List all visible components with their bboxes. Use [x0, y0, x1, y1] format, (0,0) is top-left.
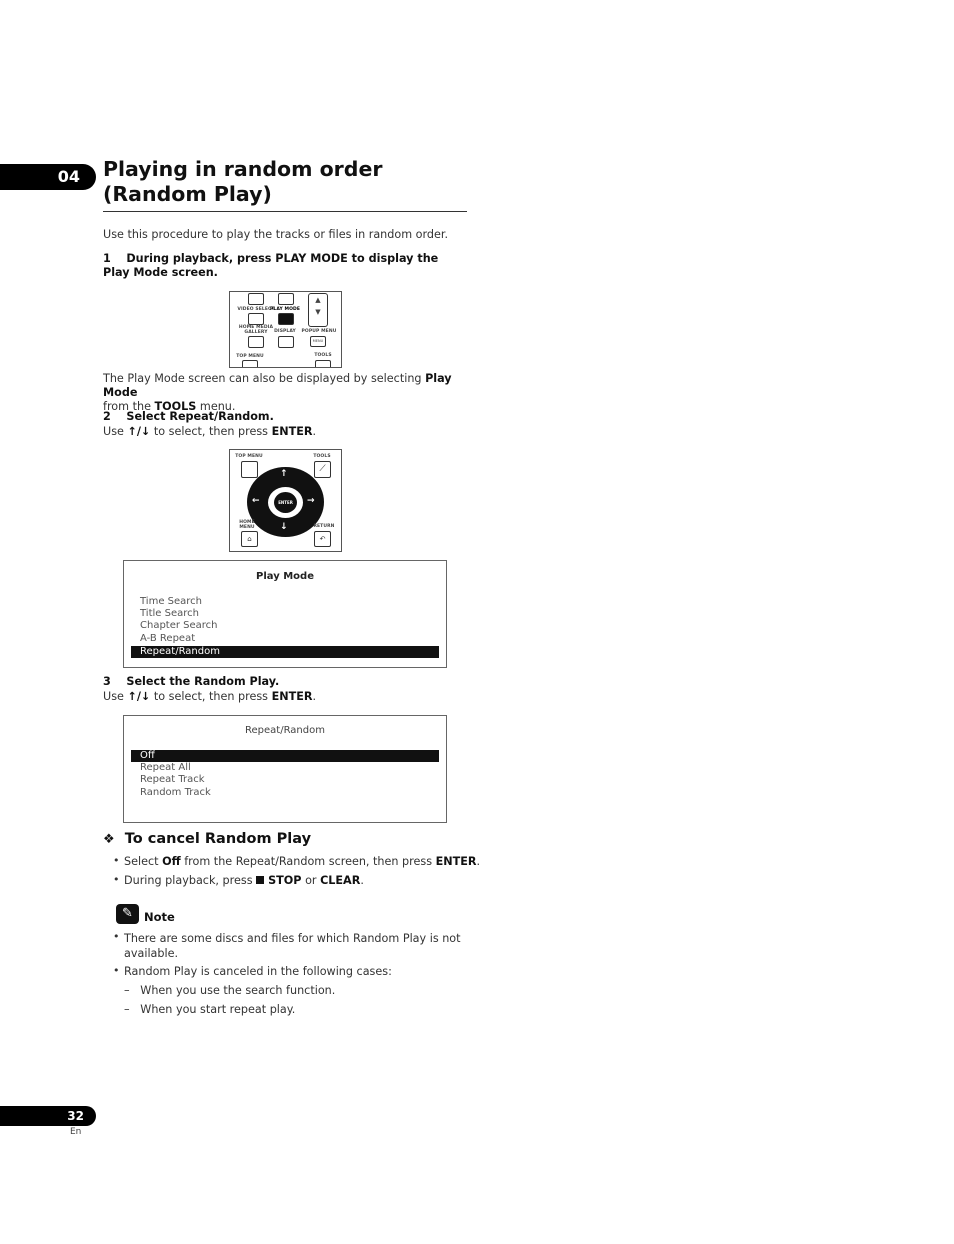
step-3-use: Use [103, 690, 128, 703]
step-2-text: Select Repeat/Random. [126, 410, 274, 423]
step-1 [103, 252, 463, 280]
menu-item-ab-repeat[interactable]: A-B Repeat [140, 633, 196, 644]
cancel-bullet-1 [124, 855, 480, 869]
cancel-b1-mid: from the Repeat/Random screen, then press [180, 855, 436, 868]
up-down-arrow-icon: ↑/↓ [127, 425, 151, 438]
home-menu-button [241, 531, 258, 547]
remote-illustration-enter [229, 449, 342, 552]
remote-illustration-play-mode [229, 291, 342, 368]
bullet-icon: • [113, 854, 120, 867]
step-3-end: . [312, 690, 317, 703]
arrow-right-icon: → [307, 496, 315, 506]
note-heading: Note [144, 910, 175, 924]
top-menu-button [241, 461, 258, 478]
repeat-random-screen-title: Repeat/Random [245, 725, 325, 736]
arrow-left-icon: ← [252, 496, 260, 506]
note1-text-mid: from the [103, 400, 155, 413]
pencil-icon: ✎ [122, 906, 133, 921]
play-mode-screen-title: Play Mode [256, 571, 314, 582]
step-3 [103, 675, 279, 689]
home-icon: ⌂ [247, 535, 252, 543]
intro-text: Use this procedure to play the tracks or files in random order. [103, 228, 449, 241]
step-2-end: . [312, 425, 317, 438]
home-media-label-line2: GALLERY [244, 330, 268, 335]
language-label: En [70, 1127, 82, 1137]
step-2-enter: ENTER [271, 425, 313, 438]
display-button [278, 336, 294, 348]
home-media-label-line1: HOME MEDIA [238, 325, 274, 330]
tools-label: TOOLS [314, 353, 332, 358]
note1-text-pre: The Play Mode screen can also be displayed by selecting [103, 372, 426, 385]
bullet-icon: • [113, 964, 120, 977]
menu-item-title-search[interactable]: Title Search [140, 608, 199, 619]
menu-item-repeat-track[interactable]: Repeat Track [140, 774, 205, 785]
cancel-b2-pre: During playback, press [124, 874, 257, 887]
step-2-use: Use [103, 425, 128, 438]
repeat-random-screen [123, 715, 447, 823]
video-select-label: VIDEO SELECT [237, 307, 275, 312]
enter-button: ENTER [274, 492, 297, 513]
home-media-gallery-button [248, 336, 264, 348]
popup-menu-button [310, 336, 326, 347]
cancel-b1-pre: Select [124, 855, 163, 868]
note1-text-post: menu. [196, 400, 236, 413]
menu-item-chapter-search[interactable]: Chapter Search [140, 620, 218, 631]
note-dash-2-text: When you start repeat play. [140, 1003, 296, 1016]
up-down-key [308, 293, 328, 327]
top-menu-label: TOP MENU [236, 354, 264, 359]
note-bullet-1: There are some discs and files for which Random Play is not available. [124, 932, 461, 960]
bullet-icon: • [113, 873, 120, 886]
return-label: RETURN [313, 524, 335, 529]
cancel-b2-end: . [360, 874, 364, 887]
step-2-number: 2 [103, 410, 111, 423]
tools-button [314, 461, 331, 478]
video-select-key [248, 293, 264, 305]
return-icon: ↶ [319, 535, 326, 543]
display-label: DISPLAY [274, 329, 296, 334]
top-menu-button [242, 360, 258, 368]
cancel-b1-end: . [476, 855, 481, 868]
cancel-b2-or: or [301, 874, 321, 887]
selected-item-label: Repeat/Random [140, 646, 220, 657]
note-pencil-icon [116, 904, 139, 924]
step-3-mid: to select, then press [150, 690, 272, 703]
home-label-line2: MENU [239, 525, 255, 530]
page-number: 32 [0, 1106, 96, 1126]
cancel-heading [103, 831, 311, 847]
cancel-b2-stop: STOP [268, 874, 302, 887]
menu-key-label: MENU [312, 339, 324, 343]
menu-item-random-track[interactable]: Random Track [140, 787, 211, 798]
home-label-line1: HOME [239, 520, 255, 525]
wrench-icon: ⟋ [319, 464, 326, 474]
note1-play-mode: Play Mode [103, 372, 452, 399]
cancel-heading-text: To cancel Random Play [124, 831, 312, 847]
step-1-number: 1 [103, 252, 111, 265]
menu-item-off-selected[interactable] [131, 750, 439, 762]
note-dash-1-text: When you use the search function. [140, 984, 336, 997]
menu-item-repeat-all[interactable]: Repeat All [140, 762, 191, 773]
note-dash-2: – When you start repeat play. [124, 1003, 296, 1016]
tools-button [315, 360, 331, 368]
play-mode-screen [123, 560, 447, 668]
step-3-number: 3 [103, 675, 111, 688]
arrow-down-icon: ↓ [280, 522, 288, 532]
cancel-b1-enter: ENTER [435, 855, 477, 868]
menu-item-repeat-random-selected[interactable] [131, 646, 439, 658]
triangle-down-icon: ▼ [315, 308, 321, 316]
step-1-text: During playback, press PLAY MODE to display the Play Mode screen. [103, 252, 439, 279]
page-title: Playing in random order (Random Play) [103, 157, 383, 206]
cancel-bullet-2 [124, 874, 364, 888]
menu-item-time-search[interactable]: Time Search [140, 596, 203, 607]
play-mode-tools-note [103, 372, 469, 414]
step-3-text: Select the Random Play. [126, 675, 280, 688]
return-button [314, 531, 331, 547]
bullet-icon: • [113, 930, 120, 943]
up-down-arrow-icon: ↑/↓ [127, 690, 151, 703]
step-2 [103, 410, 274, 424]
top-menu-label: TOP MENU [235, 454, 263, 459]
note-bullet-2: Random Play is canceled in the following cases: [124, 965, 392, 978]
arrow-up-icon: ↑ [280, 469, 288, 479]
play-mode-button [278, 313, 294, 325]
play-mode-label: PLAY MODE [269, 307, 301, 312]
cancel-b1-off: Off [162, 855, 181, 868]
title-divider [103, 211, 467, 212]
diamond-ornament-icon: ❖ [103, 832, 115, 847]
cancel-b2-clear: CLEAR [320, 874, 361, 887]
chapter-tab: 04 [0, 164, 96, 190]
play-mode-key-top [278, 293, 294, 305]
step-2-mid: to select, then press [150, 425, 272, 438]
video-select-button [248, 313, 264, 325]
note-dash-1: – When you use the search function. [124, 984, 336, 997]
tools-label: TOOLS [313, 454, 331, 459]
stop-square-icon [256, 876, 264, 884]
step-3-enter: ENTER [271, 690, 313, 703]
selected-item-label: Off [140, 750, 155, 761]
note1-tools: TOOLS [154, 400, 197, 413]
step-3-instruction [103, 690, 316, 704]
popup-menu-label: POPUP MENU [301, 329, 337, 334]
triangle-up-icon: ▲ [315, 296, 321, 304]
step-2-instruction [103, 425, 316, 439]
home-menu-label [235, 520, 259, 530]
